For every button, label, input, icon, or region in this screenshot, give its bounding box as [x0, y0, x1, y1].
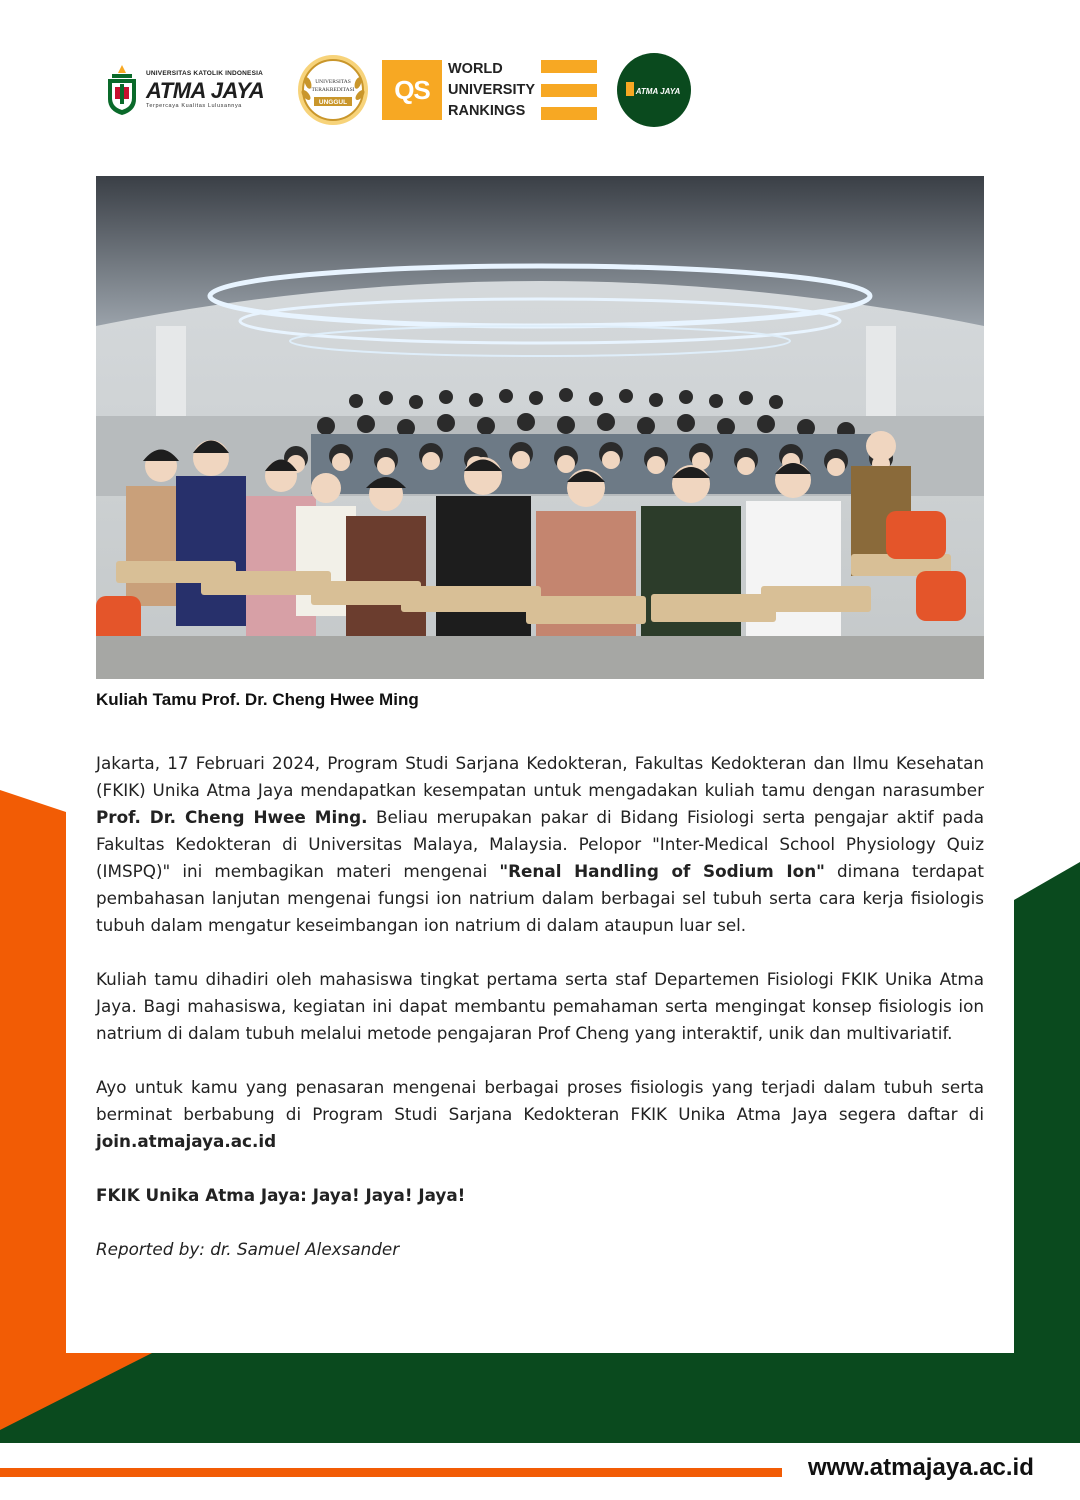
orange-left-shape — [0, 790, 66, 1353]
qs-mark: QS — [382, 60, 442, 120]
paragraph-3: Ayo untuk kamu yang penasaran mengenai berbagai proses fisiologis yang terjadi dalam tubuh serta berminat berbabung di Program Studi Sarjana Kedokteran FKIK Unika Atma Jaya segera daftar di join.atmajaya.ac.id — [96, 1077, 984, 1151]
footer-website-link[interactable]: www.atmajaya.ac.id — [808, 1454, 1034, 1481]
qs-line-university: UNIVERSITY — [448, 81, 536, 98]
seal-text-top: UNIVERSITAS — [315, 79, 351, 85]
lecture-title: "Renal Handling of Sodium Ion" — [499, 861, 825, 881]
reporter-credit: Reported by: dr. Samuel Alexsander — [96, 1239, 400, 1259]
closing-slogan: FKIK Unika Atma Jaya: Jaya! Jaya! Jaya! — [96, 1185, 466, 1205]
badge-text: ATMA JAYA — [635, 87, 681, 96]
atma-jaya-green-badge[interactable] — [617, 53, 691, 127]
atma-jaya-badge-icon — [624, 78, 684, 102]
aj-name: ATMA JAYA — [146, 77, 265, 103]
aj-university-label: UNIVERSITAS KATOLIK INDONESIA — [146, 70, 264, 77]
group-photo — [96, 176, 984, 679]
seal-ribbon: UNGGUL — [318, 99, 348, 106]
speaker-name: Prof. Dr. Cheng Hwee Ming. — [96, 807, 368, 827]
qs-rankings-logo[interactable] — [382, 59, 597, 121]
qs-bars-icon — [541, 60, 597, 120]
paragraph-1: Jakarta, 17 Februari 2024, Program Studi Sarjana Kedokteran, Fakultas Kedokteran dan Ilmu Kesehatan (FKIK) Unika Atma Jaya mendapatkan kesempatan untuk mengadakan kuliah tamu dengan narasumber Prof. Dr. Cheng Hwee Ming. Beliau merupakan pakar di Bidang Fisiologi serta pengajar aktif pada Fakultas Kedokteran di Universitas Malaya, Malaysia. Pelopor "Inter-Medical School Physiology Quiz (IMSPQ)" ini membagikan materi mengenai "Renal Handling of Sodium Ion" dimana terdapat pembahasan lanjutan mengenai fungsi ion natrium dalam berbagai sel tubuh serta cara kerja fisiologis tubuh dalam mengatur keseimbangan ion natrium di dalam ataupun luar sel. — [96, 753, 985, 935]
atma-jaya-logo[interactable] — [104, 63, 284, 117]
photo-caption: Kuliah Tamu Prof. Dr. Cheng Hwee Ming — [96, 690, 419, 709]
green-bottom-band — [0, 1353, 1080, 1443]
article-body — [96, 750, 984, 1290]
registration-link[interactable]: join.atmajaya.ac.id — [96, 1131, 277, 1151]
university-crest-icon — [104, 63, 140, 117]
paragraph-2: Kuliah tamu dihadiri oleh mahasiswa tingkat pertama serta staf Departemen Fisiologi FKIK Unika Atma Jaya. Bagi mahasiswa, kegiatan ini dapat membantu pemahaman serta mengingat konsep fisiologis ion natrium di dalam tubuh melalui metode pengajaran Prof Cheng yang interaktif, unik dan multivariatif. — [96, 969, 984, 1043]
qs-line-world: WORLD — [448, 60, 503, 77]
header-logos — [104, 52, 691, 128]
seal-text-mid: TERAKREDITASI — [311, 87, 355, 93]
accreditation-seal-icon[interactable] — [296, 53, 370, 127]
qs-line-rankings: RANKINGS — [448, 102, 526, 119]
aj-tagline: Terpercaya Kualitas Lulusannya — [146, 102, 242, 109]
footer-orange-line — [0, 1468, 782, 1477]
